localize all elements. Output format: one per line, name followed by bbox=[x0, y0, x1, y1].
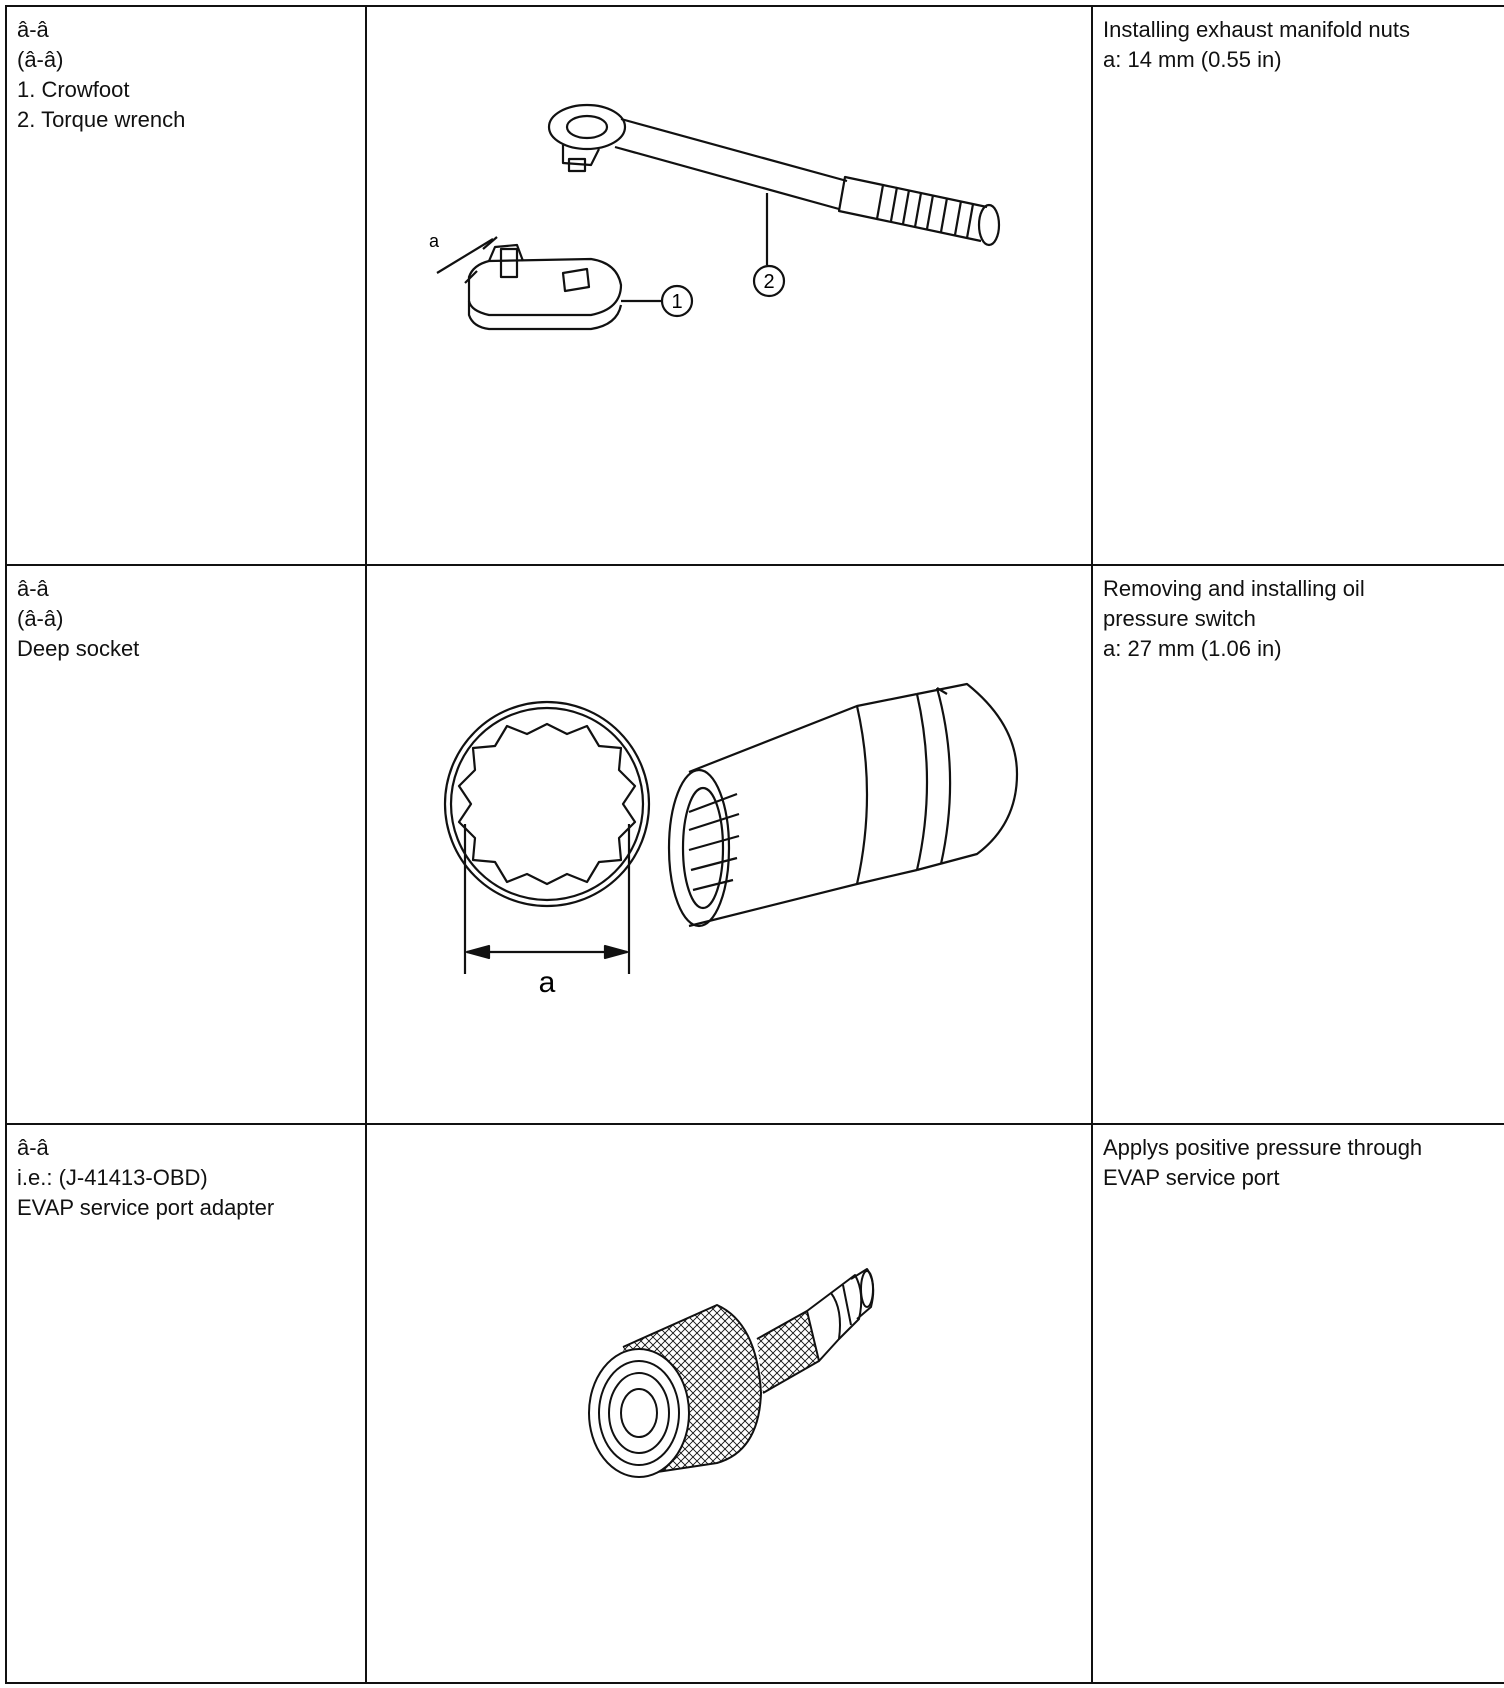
table-row bbox=[6, 1124, 1504, 1683]
callout-2: 2 bbox=[763, 271, 775, 293]
usage-text: Applys positive pressure through bbox=[1103, 1135, 1423, 1160]
callout-1: 1 bbox=[671, 291, 683, 313]
usage-cell bbox=[1092, 6, 1504, 565]
tool-number-alt: (â-â) bbox=[17, 606, 64, 631]
tool-id-cell bbox=[6, 565, 366, 1124]
tool-number-alt: (â-â) bbox=[17, 47, 64, 72]
table-row bbox=[6, 6, 1504, 565]
dimension-label: a bbox=[429, 231, 440, 251]
tool-number: â-â bbox=[17, 17, 49, 42]
usage-text: Installing exhaust manifold nuts bbox=[1103, 17, 1410, 42]
tool-part-2: 2. Torque wrench bbox=[17, 107, 186, 132]
illustration-cell bbox=[366, 1124, 1092, 1683]
deep-socket-illustration bbox=[377, 574, 1083, 1114]
usage-dimension: a: 14 mm (0.55 in) bbox=[1103, 47, 1282, 72]
usage-text: Removing and installing oil bbox=[1103, 576, 1365, 601]
special-tools-table bbox=[5, 5, 1504, 1684]
table-row bbox=[6, 565, 1504, 1124]
tool-id-cell bbox=[6, 1124, 366, 1683]
tool-id-cell bbox=[6, 6, 366, 565]
illustration-cell bbox=[366, 565, 1092, 1124]
usage-text-cont: EVAP service port bbox=[1103, 1165, 1280, 1190]
dimension-label: a bbox=[538, 966, 556, 999]
tool-name: EVAP service port adapter bbox=[17, 1195, 275, 1220]
usage-cell bbox=[1092, 565, 1504, 1124]
tool-number: â-â bbox=[17, 1135, 49, 1160]
tool-part-number: i.e.: (J-41413-OBD) bbox=[17, 1165, 208, 1190]
usage-dimension: a: 27 mm (1.06 in) bbox=[1103, 636, 1282, 661]
usage-cell bbox=[1092, 1124, 1504, 1683]
tool-part-1: 1. Crowfoot bbox=[17, 77, 130, 102]
illustration-cell bbox=[366, 6, 1092, 565]
tool-name: Deep socket bbox=[17, 636, 140, 661]
tool-number: â-â bbox=[17, 576, 49, 601]
usage-text-cont: pressure switch bbox=[1103, 606, 1256, 631]
crowfoot-torque-wrench-illustration bbox=[377, 15, 1083, 555]
evap-adapter-illustration bbox=[377, 1133, 1083, 1673]
